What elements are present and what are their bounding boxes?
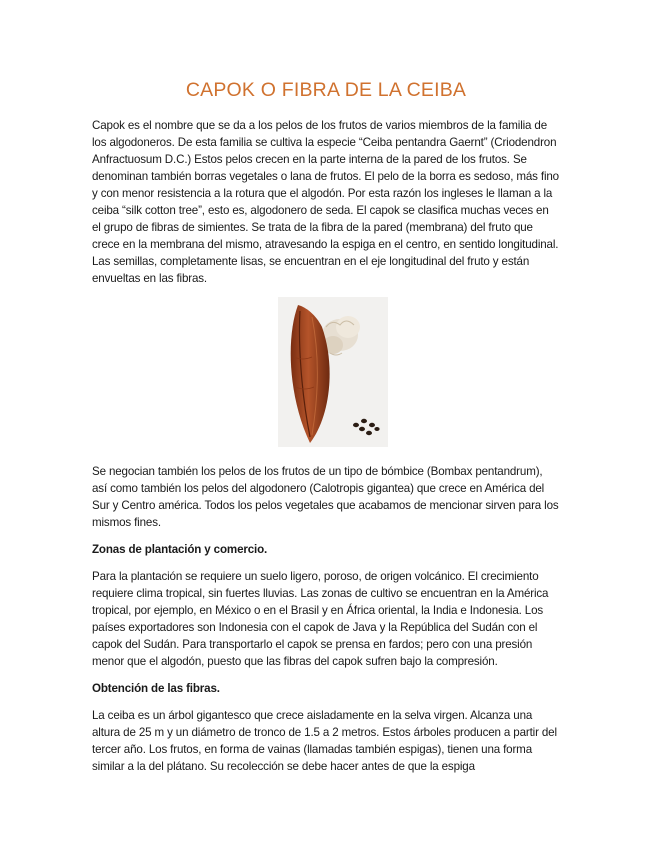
- section-heading-plantation: Zonas de plantación y comercio.: [92, 543, 268, 556]
- kapok-pod-image: [278, 297, 388, 447]
- figure-container: [92, 297, 560, 449]
- kapok-seeds: [353, 419, 380, 435]
- section-paragraph-obtaining-fibres: La ceiba es un árbol gigantesco que crece aisladamente en la selva virgen. Alcanza una altura de 25 m y un diámetro de tronco de 1.5 a 2 metros. Estos árboles producen a partir del tercer año. Los frutos, en forma de vainas (llamadas también espigas), tienen una forma similar a la del plátano. Su recolección se debe hacer antes de que la espiga: [92, 709, 557, 773]
- kapok-pod: [291, 305, 330, 443]
- section-heading-obtaining-fibres: Obtención de las fibras.: [92, 682, 220, 695]
- kapok-pod-with-seeds-image: [278, 297, 388, 447]
- paragraph-after-figure: Se negocian también los pelos de los frutos de un tipo de bómbice (Bombax pentandrum), así como también los pelos del algodonero (Calotropis gigantea) que crece en América del Sur y Centro américa. Todos los pelos vegetales que acabamos de mencionar sirven para los mismos fines.: [92, 465, 559, 529]
- section-paragraph-plantation: Para la plantación se requiere un suelo ligero, poroso, de origen volcánico. El crecimiento requiere clima tropical, sin fuertes lluvias. Las zonas de cultivo se encuentran en la América tropical, por ejemplo, en México o en el Brasil y en África oriental, la India e Indonesia. Los países exportadores son Indonesia con el capok de Java y la República del Sudán con el capok del Sudán. Para transportarlo el capok se prensa en fardos; pero con una presión menor que el algodón, puesto que las fibras del capok sufren bajo la compresión.: [92, 570, 549, 668]
- page-title: CAPOK O FIBRA DE LA CEIBA: [185, 79, 467, 101]
- intro-paragraph: Capok es el nombre que se da a los pelos de los frutos de varios miembros de la familia de los algodoneros. De esta familia se cultiva la especie “Ceiba pentandra Gaernt” (Criodendron Anfractuosum D.C.) Estos pelos crecen en la parte interna de la pared de los frutos. Se denominan también borras vegetales o lana de frutos. El pelo de la borra es sedoso, más fino y con menor resistencia a la rotura que el algodón. Por esta razón los ingleses le llaman a la ceiba “silk cotton tree”, esto es, algodonero de seda. El capok se clasifica muchas veces en el grupo de fibras de simientes. Se trata de la fibra de la pared (membrana) del fruto que crece en la membrana del mismo, atravesando la espiga en el centro, en sentido longitudinal. Las semillas, completamente lisas, se encuentran en el eje longitudinal del fruto y están envueltas en las fibras.: [92, 119, 559, 285]
- kapok-fibre-tuft: [322, 316, 360, 355]
